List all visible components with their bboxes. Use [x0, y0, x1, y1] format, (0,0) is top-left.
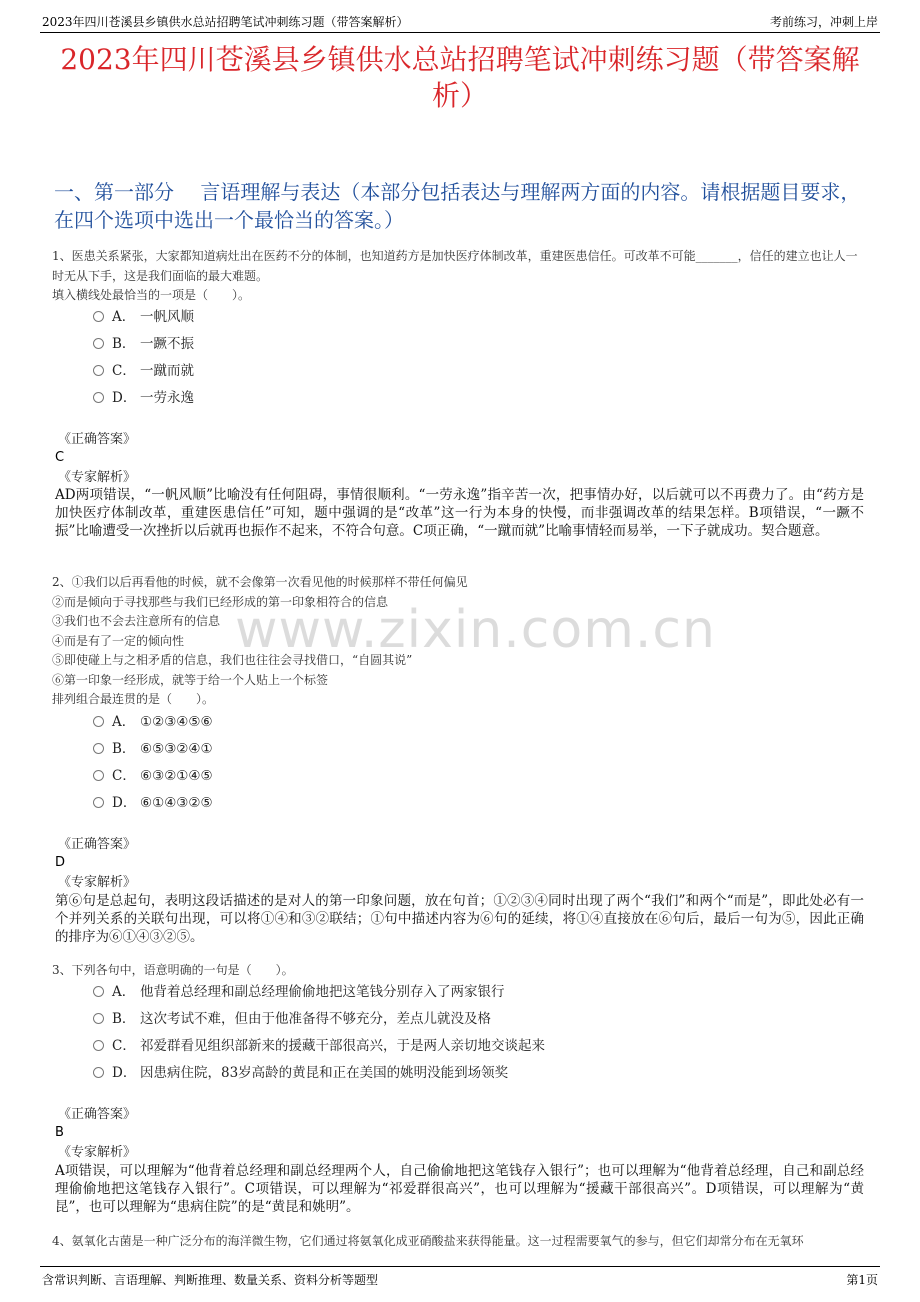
q3-expert-label: 《专家解析》	[58, 1145, 137, 1160]
q2-answer-label: 《正确答案》	[58, 837, 137, 852]
page-number: 第1页	[846, 1273, 878, 1287]
radio-icon[interactable]	[93, 392, 104, 403]
q1-option-b[interactable]: B． 一蹶不振	[93, 334, 194, 354]
q3-option-c[interactable]: C． 祁爱群看见组织部新来的援藏干部很高兴，于是两人亲切地交谈起来	[93, 1036, 545, 1056]
q3-option-d[interactable]: D． 因患病住院，83岁高龄的黄昆和正在美国的姚明没能到场领奖	[93, 1063, 508, 1083]
q3-option-a[interactable]: A． 他背着总经理和副总经理偷偷地把这笔钱分别存入了两家银行	[93, 982, 505, 1002]
q1-option-a[interactable]: A． 一帆风顺	[93, 307, 194, 327]
document-title: 2023年四川苍溪县乡镇供水总站招聘笔试冲刺练习题（带答案解析）	[60, 43, 860, 112]
q2-prompt: 排列组合最连贯的是（ ）。	[52, 692, 215, 706]
q2-stem-line-1: 2、①我们以后再看他的时候，就不会像第一次看见他的时候那样不带任何偏见	[52, 575, 468, 589]
question-1-stem: 1、医患关系紧张，大家都知道病灶出在医药不分的体制，也知道药方是加快医疗体制改革，重建医患信任。可改革不可能_______，信任的建立也让人一时无从下手，这是我们面临的最大难题。	[52, 249, 858, 283]
q2-stem-line-4: ④而是有了一定的倾向性	[52, 634, 185, 648]
q2-option-a[interactable]: A． ①②③④⑤⑥	[93, 712, 213, 732]
radio-icon[interactable]	[93, 1013, 104, 1024]
q2-stem-line-5: ⑤即使碰上与之相矛盾的信息，我们也往往会寻找借口，“自圆其说”	[52, 653, 413, 667]
q3-answer-label: 《正确答案》	[58, 1107, 137, 1122]
q1-answer: C	[55, 450, 65, 465]
q2-stem-line-2: ②而是倾向于寻找那些与我们已经形成的第一印象相符合的信息	[52, 595, 389, 609]
q2-expert-label: 《专家解析》	[58, 875, 137, 890]
page-footer	[40, 1266, 880, 1291]
radio-icon[interactable]	[93, 797, 104, 808]
q4-stem: 4、氨氧化古菌是一种广泛分布的海洋微生物，它们通过将氨氧化成亚硝酸盐来获得能量。这一过程需要氧气的参与，但它们却常分布在无氧环	[52, 1234, 804, 1248]
header-doc-title: 2023年四川苍溪县乡镇供水总站招聘笔试冲刺练习题（带答案解析）	[42, 15, 409, 29]
q2-option-d[interactable]: D． ⑥①④③②⑤	[93, 793, 213, 813]
radio-icon[interactable]	[93, 365, 104, 376]
q3-option-b[interactable]: B． 这次考试不难，但由于他准备得不够充分，差点儿就没及格	[93, 1009, 491, 1029]
header-slogan: 考前练习，冲刺上岸	[769, 15, 878, 29]
q1-expert-label: 《专家解析》	[58, 470, 137, 485]
q2-answer: D	[55, 855, 66, 870]
radio-icon[interactable]	[93, 311, 104, 322]
radio-icon[interactable]	[93, 770, 104, 781]
q1-option-d[interactable]: D． 一劳永逸	[93, 388, 194, 408]
q1-option-c[interactable]: C． 一蹴而就	[93, 361, 194, 381]
radio-icon[interactable]	[93, 338, 104, 349]
q1-answer-label: 《正确答案》	[58, 432, 137, 447]
q1-explanation: AD两项错误，“一帆风顺”比喻没有任何阻碍，事情很顺利。“一劳永逸”指辛苦一次，把事情办好，以后就可以不再费力了。由“药方是加快医疗体制改革，重建医患信任”可知，题中强调的是“改革”这一行为本身的快慢，而非强调改革的结果怎样。B项错误，“一蹶不振”比喻遭受一次挫折以后就再也振作不起来，不符合句意。C项正确，“一蹴而就”比喻事情轻而易举，一下子就成功。契合题意。	[55, 487, 864, 539]
q2-option-c[interactable]: C． ⑥③②①④⑤	[93, 766, 213, 786]
footer-description: 含常识判断、言语理解、判断推理、数量关系、资料分析等题型	[42, 1273, 379, 1287]
question-1-prompt: 填入横线处最恰当的一项是（ ）。	[52, 288, 251, 302]
radio-icon[interactable]	[93, 743, 104, 754]
q3-stem: 3、下列各句中，语意明确的一句是（ ）。	[52, 963, 294, 977]
q2-stem-line-3: ③我们也不会去注意所有的信息	[52, 614, 221, 628]
radio-icon[interactable]	[93, 1067, 104, 1078]
q2-option-b[interactable]: B． ⑥⑤③②④①	[93, 739, 213, 759]
q3-explanation: A项错误，可以理解为“他背着总经理和副总经理两个人，自己偷偷地把这笔钱存入银行”；也可以理解为“他背着总经理，自己和副总经理偷偷地把这笔钱存入银行”。C项错误，可以理解为“祁爱群很高兴”，也可以理解为“援藏干部很高兴”。D项错误，可以理解为“黄昆”，也可以理解为“患病住院”的是“黄昆和姚明”。	[55, 1163, 864, 1215]
radio-icon[interactable]	[93, 1040, 104, 1051]
section-heading: 一、第一部分 言语理解与表达（本部分包括表达与理解两方面的内容。请根据题目要求，在四个选项中选出一个最恰当的答案。）	[54, 180, 861, 232]
watermark-text: www.zixin.com.cn	[235, 600, 716, 660]
q3-answer: B	[55, 1125, 64, 1140]
radio-icon[interactable]	[93, 716, 104, 727]
q2-explanation: 第⑥句是总起句，表明这段话描述的是对人的第一印象问题，放在句首；①②③④同时出现了两个“我们”和两个“而是”，即此处必有一个并列关系的关联句出现，可以将①④和③②联结；①句中描述内容为⑥句的延续，将①④直接放在⑥句后，最后一句为⑤，因此正确的排序为⑥①④③②⑤。	[55, 893, 864, 945]
page-header	[40, 10, 880, 33]
radio-icon[interactable]	[93, 986, 104, 997]
q2-stem-line-6: ⑥第一印象一经形成，就等于给一个人贴上一个标签	[52, 673, 329, 687]
